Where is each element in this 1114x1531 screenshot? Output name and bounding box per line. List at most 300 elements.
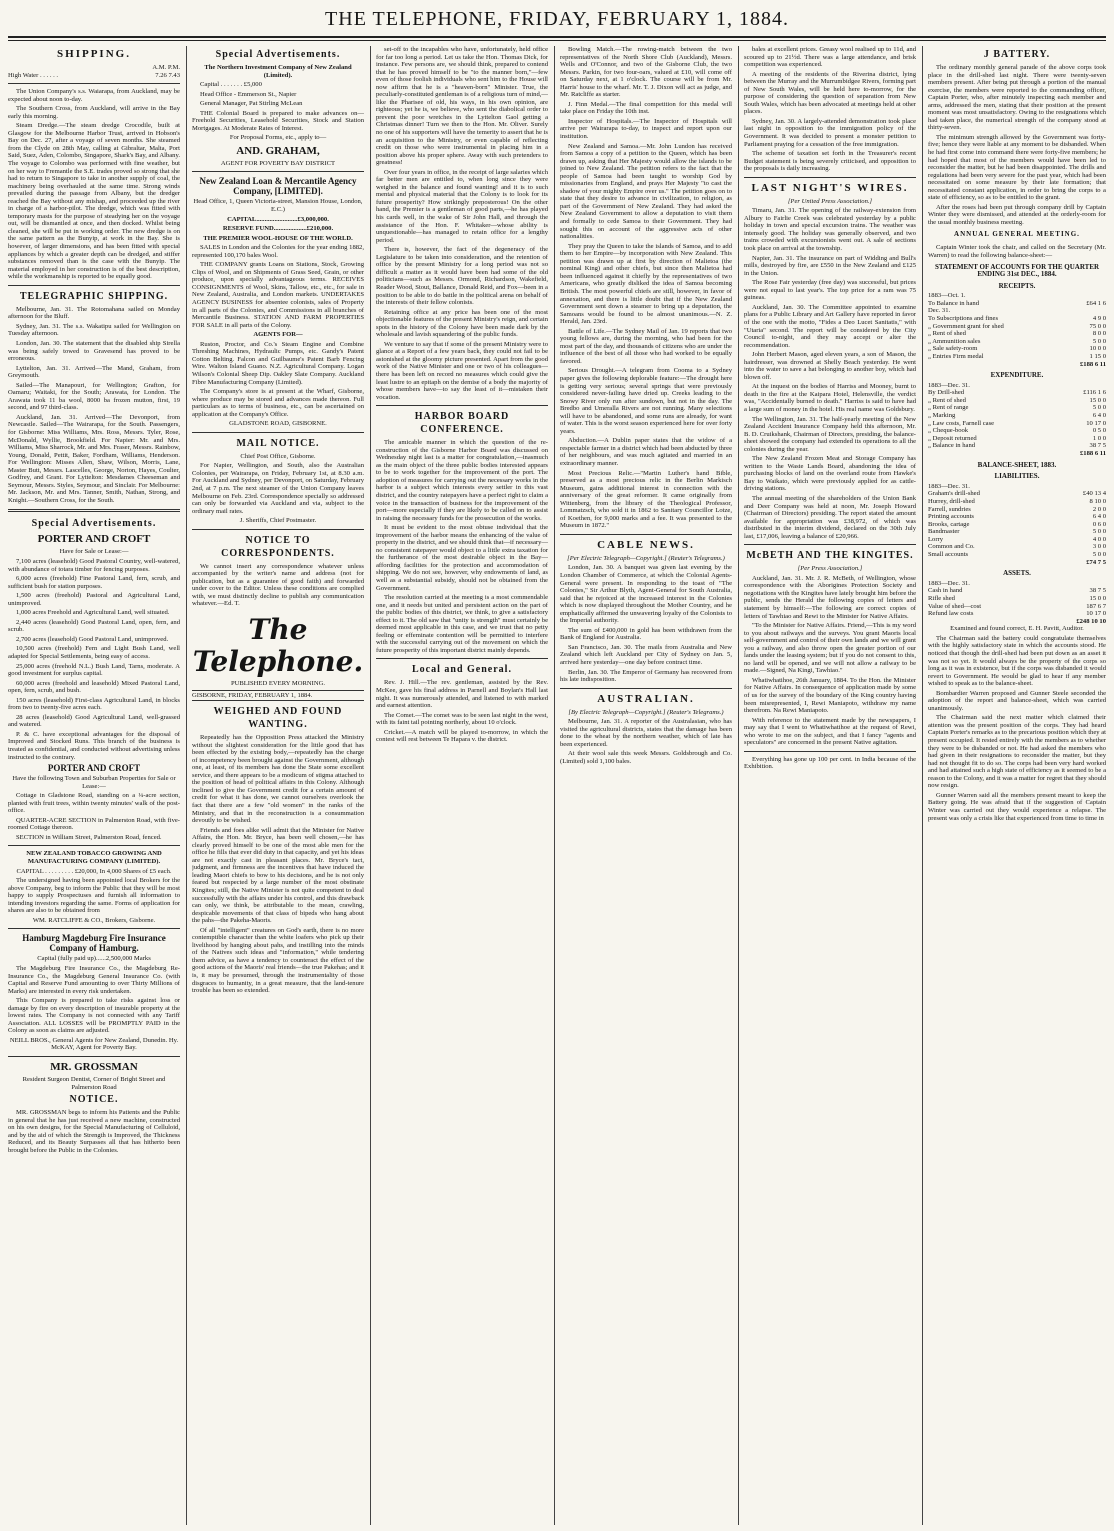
paragraph: 150 acres (leasehold) First-class Agricultural Land, in blocks from two to twenty-five acres each. xyxy=(8,696,180,712)
liabilities-total-table xyxy=(928,559,1106,567)
company-sign: GLADSTONE ROAD, GISBORNE. xyxy=(229,420,327,428)
wool-paragraph: SALES in London and the Colonies for the year ending 1882, represented 100,170 bales Wool. xyxy=(192,244,364,259)
paragraph: 1,500 acres (freehold) Pastoral and Agricultural Land, unimproved. xyxy=(8,592,180,607)
row-amount: 187 6 7 xyxy=(1086,602,1106,610)
row-label: Hurrey, drill-shed xyxy=(928,497,975,505)
paragraph: Retaining office at any price has been one of the most objectionable features of the present Ministry's reign, and certain spots in the history of the Colony have been made dark by the wholesale and lavish squandering of the public funds. xyxy=(376,308,548,339)
table-row xyxy=(928,427,1106,435)
row-amount: 10 0 0 xyxy=(1089,345,1106,353)
paragraph: 7,100 acres (leasehold) Good Pastoral Country, well-watered, with abundance of totara timber for fencing purposes. xyxy=(8,557,180,573)
assets-table xyxy=(928,580,1106,618)
divider xyxy=(8,509,180,512)
paragraph: Sailed—The Manapouri, for Wellington; Grafton, for Oamaru; Waitaki, for the South; Arawata, for London. The Arawata took 11 ba wool, 8000 ba frozen mutton, first, 19 second, and 97 third-class. xyxy=(8,381,180,412)
divider xyxy=(744,751,916,752)
cable-paragraphs xyxy=(560,564,732,683)
mcbeth-heading: McBETH AND THE KINGITES. xyxy=(746,550,914,562)
paragraph: Timaru, Jan. 31. The opening of the railway-extension from Albury to Fairlie Creek was celebrated yesterday by a public holiday in town and special excursion trains. The weather was intensely good. The holiday was generally observed, and two trains crowded with excursionists went out. A sale of sections took place on arrival at the township. xyxy=(744,207,916,253)
agents-heading: AGENTS FOR— xyxy=(253,331,303,339)
paragraph: 1,000 acres Freehold and Agricultural Land, well situated. xyxy=(16,609,170,617)
row-label: By Drill-shed xyxy=(928,389,965,397)
company-store: The Company's store is at present at the Wharf, Gisborne, where produce may be stored and advances made thereon. Full particulars as to terms of business, etc., can be ascertained on application at the Company's Office. xyxy=(192,388,364,418)
grossman-sub: Resident Surgeon Dentist, Corner of Bright Street and Palmerston Road xyxy=(22,1075,166,1091)
table-row xyxy=(928,543,1106,551)
row-amount: 4 0 0 xyxy=(1092,535,1106,543)
column-rule xyxy=(370,46,371,1525)
quarter-acre-listing: QUARTER-ACRE SECTION in Palmerston Road, with five-roomed Cottage thereon. xyxy=(8,816,180,832)
paragraph: The resolution carried at the meeting is a most commendable one, and it needs but united and persistent action on the part of the public bodies of this district, we think, to give a satisfactory effect to it. The old saw that "unity is strength" must certainly be deemed most applicable in this case, and we trust that no petty feeling or effeminate contention will be permitted to interfere with the successful carrying out of the movement on which the future prosperity of this important district mainly depends. xyxy=(376,594,548,654)
paragraph: There is, however, the fact of the degeneracy of the Legislature to be taken into consideration, and the retention of office by the present Ministry for a long period was not so difficult a matter as it would have been had some of the old politicians—such as Messrs. Ormond, Richardson, Wakefield, Reader Wood, Stout, Ballance, Donald Reid, and Fox—been in a position to be able to do battle in the political arena on behalf of the interests of their fellow colonists. xyxy=(376,246,548,307)
tobacco-capital: CAPITAL . . . . . . . . . £20,000, In 4,000 Shares of £5 each. xyxy=(16,867,172,875)
battery-paragraphs xyxy=(928,64,1106,226)
divider xyxy=(744,177,916,178)
tide-am-pm-labels xyxy=(152,64,180,72)
mail-heading: MAIL NOTICE. xyxy=(236,437,320,449)
telegraphic-paragraphs xyxy=(8,306,180,505)
hamburg-paragraph-2: This Company is prepared to take risks against loss or damage by fire on every description of insurable property at the lowest rates. The Company is not connected with any Tariff Association. ALL LOSSES will be PROMPTLY PAID in the Colony as soon as claims are adjusted. xyxy=(8,997,180,1035)
mail-sign: J. Sheriffs, Chief Postmaster. xyxy=(239,517,317,525)
cottage-listing: Cottage in Gladstone Road, standing on a ¼-acre section, planted with fruit trees, within twenty minutes' walk of the post-office. xyxy=(8,792,180,815)
paragraph: Steam Dredge.—The steam dredge Crocodile, built at Glasgow for the Melbourne Harbor Trust, arrived in Hobson's Bay on Dec. 27, after a voyage of seven months. She steamed from the Clyde on 28th May, calling at Gibraltar, Malta, Port Said, Suez, Aden, Colombo, Singapore, Shark's Bay, and Albany. The voyage to Colombo was performed with fine weather, but on her way to Fremantle the S.E. trades proved so strong that she had to return to Singapore to take in another supply of coal, the machinery being overhauled at the same time. Strong winds prevailed during the passage from Albany, but the dredger reached the Bay without any mishap, and proceeded up the river in charge of a harbor-pilot. The dredge, which was fitted with temporary masts for the purpose of steadying her on the voyage out, will be dismantled at once, and then docked. Whilst being cleaned, she will be put in working order. The new dredge is on the same pattern as the Bunyip, at work in the Bay. She is however, of larger dimensions, and has been fitted with special appliances by which a greater depth can be dredged, and stiffer substances removed than is the case with the Bunyip. The material employed in her construction is of the best description, while the workmanship is reported to be equally good. xyxy=(8,122,180,281)
tide-table-row xyxy=(8,72,180,80)
row-label: „ Rent of shed xyxy=(928,330,966,338)
table-row xyxy=(928,610,1106,618)
loan-office: Head Office, 1, Queen Victoria-street, Mansion House, London, E.C.) xyxy=(193,198,363,214)
row-amount: 5 0 0 xyxy=(1092,404,1106,412)
notice-heading: NOTICE. xyxy=(69,1094,119,1106)
row-label: „ Deposit returned xyxy=(928,434,977,442)
loan-reserve: RESERVE FUND....................£210,000. xyxy=(222,225,334,233)
paragraph: Inspector of Hospitals.—The Inspector of Hospitals will arrive per Wairarapa to-day, to inspect and report upon our institution. xyxy=(560,117,732,141)
row-amount: 6 4 0 xyxy=(1092,412,1106,420)
paragraph: John Herbert Mason, aged eleven years, a son of Mason, the hairdresser, was drowned at Shelly Beach yesterday. He went into the water to save a hat belonging to another boy, which had blown off. xyxy=(744,351,916,381)
table-row xyxy=(928,300,1106,308)
paragraph: Melbourne, Jan. 31. A reporter of the Australasian, who has visited the agricultural districts, states that the damage has been done to the wheat by the northern weather, which of late has been experienced. xyxy=(560,718,732,748)
row-amount: 8 10 0 xyxy=(1089,497,1106,505)
paragraph: 2,700 acres (leasehold) Good Pastoral Land, unimproved. xyxy=(16,635,169,643)
liabilities-heading: LIABILITIES. xyxy=(994,472,1040,481)
divider xyxy=(8,845,180,846)
total-row xyxy=(928,450,1106,458)
row-label: Cash in hand xyxy=(928,587,963,595)
trust-title: The Northern Investment Company of New Zealand (Limited). xyxy=(204,64,352,79)
tide-am: 7.26 xyxy=(155,71,167,79)
porter-sign: PORTER AND CROFT xyxy=(47,763,141,774)
row-label: Refund law costs xyxy=(928,610,974,618)
cable-heading: CABLE NEWS. xyxy=(597,538,695,551)
paragraph: set-off to the incapables who have, unfortunately, held office for far too long a period. Let us take the Hon. Thomas Dick, for instance. Few persons are, we should think, prepared to contend that he has proved himself to be "to the manner born,"—few even of those foolish individuals who sent him to the House will now affirm that he is a "heaven-born" Minister. True, the peculiarly-constituted gentleman is of a religious turn of mind,—like the Pharisee of old, his ways, in his own opinion, are righteous; yet he is, we believe, who sent the diabolical order to prevent the poor wretches in the Lyttelton Gaol getting a Christmas dinner! Turn we then to the Hon. Mr. Oliver. Surely no one of his supporters will have the temerity to assert that he is an acquisition to the Ministry, or even capable of reflecting credit on those who were instrumental in placing him in a position above his proper sphere. Away with such pretenders to greatness! xyxy=(376,46,548,167)
tide-times xyxy=(155,72,180,80)
receipts-total-table xyxy=(928,361,1106,369)
table-row xyxy=(928,595,1106,603)
divider xyxy=(560,534,732,535)
table-row xyxy=(928,404,1106,412)
divider xyxy=(192,529,364,530)
table-row xyxy=(928,551,1106,559)
row-label: Rifle shed xyxy=(928,595,955,602)
divider xyxy=(744,544,916,545)
paragraph: Capital . . . . . . . £5,000 xyxy=(200,81,262,89)
paragraph: Rev. J. Hill.—The rev. gentleman, assisted by the Rev. McKee, gave his final address in Parnell and Boylan's Hall last night. It was numerously attended, and listened to with marked and earnest attention. xyxy=(376,679,548,710)
paragraph: Auckland, Jan. 30. The Committee appointed to examine plans for a Public Library and Art Gallery have reported in favor of the one with the motto, "Fides a Deo Lucet Sanitatis," with "Utaria" second. The report will be considered by the City Council to-night, and they may accept or alter the recommendation. xyxy=(744,303,916,349)
row-label: Small accounts xyxy=(928,551,969,559)
paragraph: Abduction.—A Dublin paper states that the widow of a respectable farmer in a district which had been abducted by three of her neighbours, and was much agitated and married in an extraordinary manner. xyxy=(560,437,732,467)
paragraph: Sydney, Jan. 31. The s.s. Wakatipu sailed for Wellington on Tuesday afternoon. xyxy=(8,322,180,338)
tide-am-label: A.M. xyxy=(152,64,167,71)
paragraph: Sydney, Jan. 30. A largely-attended demonstration took place last night in opposition to the immigration policy of the Government. It was decided to present a monster petition to Parliament praying for a cessation of the free immigration. xyxy=(744,117,916,148)
paragraph: Auckland, Jan. 31. Mr. J. R. McBeth, of Wellington, whose correspondence with the Aborigines Protection Society and negotiations with the Kingites have lately brought him before the public, sends the Herald the following copies of letters and statement by himself:—The following are correct copies of letters of Tawhiao and Rewi to the Minister for Native Affairs. xyxy=(744,574,916,620)
row-amount: 10 17 0 xyxy=(1086,419,1106,427)
row-amount: 3 0 0 xyxy=(1092,543,1106,551)
row-label: „ Rent of shed xyxy=(928,396,966,404)
paragraph: London, Jan. 30. The statement that the disabled ship Sirella was being safely towed to Gravesend has proved to be erroneous. xyxy=(8,339,180,363)
table-row xyxy=(928,536,1106,544)
paragraph: Bombardier Warren proposed and Gunner Steele seconded the adoption of the report and balance-sheet, which was carried unanimously. xyxy=(928,689,1106,712)
published-line: PUBLISHED EVERY MORNING. xyxy=(230,679,326,687)
newspaper-nameplate: The Telephone. xyxy=(192,612,364,678)
table-row xyxy=(928,389,1106,397)
row-label: To Balance in hand xyxy=(928,299,979,307)
column-2 xyxy=(192,46,364,1525)
paragraph: At their wool sale this week Messrs. Goldsbrough and Co. (Limited) sold 1,100 bales. xyxy=(560,750,732,765)
row-label: Bandmaster xyxy=(928,528,960,536)
paragraph: The Wellington, Jan. 31. The half-yearly meeting of the New Zealand Accident Insurance Company held this afternoon, Mr. B. D. Cruikshank, Chairman of Directors, presiding, the balance-sheet showed the company had extended its operations to all the colonies during the year. xyxy=(744,415,916,453)
column-4 xyxy=(560,46,732,1525)
table-row xyxy=(928,528,1106,536)
row-amount: £40 13 4 xyxy=(1082,490,1106,498)
table-row xyxy=(928,513,1106,521)
row-amount xyxy=(1069,292,1106,300)
ratcliffe-sign: WM. RATCLIFFE & CO., Brokers, Gisborne. xyxy=(32,916,156,924)
section-listing: SECTION in William Street, Palmerston Road, fenced. xyxy=(16,833,162,841)
divider xyxy=(376,405,548,406)
paragraph: 10,500 acres (freehold) Fern and Light Bush Land, well adapted for Special Settlements, being easy of access. xyxy=(8,645,180,660)
graham-sub: AGENT FOR POVERTY BAY DISTRICT xyxy=(220,159,336,167)
table-row xyxy=(928,353,1106,361)
loan-capital: CAPITAL.........................£3,000,000. xyxy=(227,215,329,223)
paragraph: New Zealand and Samoa.—Mr. John Lundon has received from Samoa a copy of a petition to the Queen, which has been drawn up, asking that Her Majesty would allow the islands to be joined to New Zealand. The petition refers to the fact that the people of Samoa had been taught to worship God by missionaries from England, and prays Her Majesty "to cast the shadow of your mighty Empire over us." The petition goes on to state that they desire to advance in civilization, to religion, as part of the Government of New Zealand. They had asked the New Zealand Government to allow a deputation to visit them and formally to cede Samoa to their Government. They had sought this on account of the aggressive acts of other nationalities. xyxy=(560,142,732,241)
paragraph: The Rose Fair yesterday (free day) was successful, but prices were not equal to last year's. The top price for a ram was 75 guineas. xyxy=(744,279,916,302)
paragraph: Battle of Life.—The Sydney Mail of Jan. 19 reports that two young fellows are, during the morning, who had been for the most part of the day, and thousands of citizens who are under the influence of the best of all those who had worked to be equally favored. xyxy=(560,327,732,365)
row-amount: 15 0 0 xyxy=(1089,396,1106,404)
statement-heading: STATEMENT OF ACCOUNTS FOR THE QUARTER ENDING 31st DEC., 1884. xyxy=(934,262,1100,279)
paragraph: With reference to the statement made by the newspapers, I may say that I went to Whatiwhatihoe at the request of Rewi, who wrote to me on the subject, and that I fancy "agents and speculators" are concerned in the present Native agitation. xyxy=(744,716,916,747)
paragraph: Friends and foes alike will admit that the Minister for Native Affairs, the Hon. Mr. Bryce, has been well chosen,—he has clearly proved himself to be one of the most able men for the office he fills that ever did duty in that capacity, and yet his ideas are not exactly cast in pleasant places. Mr. Bryce's tact, judgment, and firmness are the incentives that have induced the leading Maori chiefs to bow to his decisions, and he is not only feared but respected by a large number of the most obstinate Kingites; still, the Native Minister is not quite competent to deal successfully with the affairs under his control, and this drawback can only, we think, be attributable to the mean, crawling, despicable movements of that class of bipeds who hang about the pahs—the Pakeha-Maoris. xyxy=(192,826,364,925)
table-row xyxy=(928,603,1106,611)
wires-sub: [Per United Press Association.] xyxy=(787,197,873,205)
paragraph: San Francisco, Jan. 30. The mails from Australia and New Zealand which left Auckland per City of Sydney on Jan. 5, arrived here yesterday—one day before contract time. xyxy=(560,643,732,667)
balance-heading: BALANCE-SHEET, 1883. xyxy=(977,460,1057,469)
meeting-paragraph: Captain Winter took the chair, and called on the Secretary (Mr. Warren) to read the following balance-sheet:— xyxy=(928,244,1106,260)
row-label: 1883—Dec. 31. xyxy=(928,482,970,490)
tide-pm-label: P.M. xyxy=(167,64,180,71)
table-row xyxy=(928,498,1106,506)
battery-closing-paragraphs xyxy=(928,635,1106,822)
row-amount: 15 0 0 xyxy=(1089,595,1106,602)
receipts-total: £188 6 11 xyxy=(1079,360,1106,368)
row-amount: 38 7 5 xyxy=(1089,442,1106,450)
table-row xyxy=(928,307,1106,315)
paragraph: Bowling Match.—The rowing-match between the two representatives of the North Shore Club (Auckland), Messrs. Wells and O'Connor, and two of the Gisborne Club, the two Messrs. Parkin, for two four-oars, valued at £10, will come off on Saturday next, at 1 o'clock. The course will be from Mr. Harris' house to the wharf. Mr. T. J. Dixon will act as judge, and Mr. Ratcliffe as starter. xyxy=(560,46,732,99)
local-heading: Local and General. xyxy=(412,664,512,676)
divider xyxy=(376,658,548,659)
paragraph: The amicable manner in which the question of the re-construction of the Gisborne Harbor Board was discussed on Wednesday night last is a matter for congratulation,—inasmuch as the main object of the three public bodies interested appears to be to work together for the improvement of the port. The adoption of measures for carrying out the necessary works in the harbor is a subject which interests every settler in this vast district, and the country ratepayers have a perfect right to claim a voice in the transaction of business for the improvement of the port—more especially if they are likely to be called on to assist in raising the necessary funds for the prosecution of the works. xyxy=(376,439,548,522)
paragraph: The sum of £400,000 in gold has been withdrawn from the Bank of England for Australia. xyxy=(560,626,732,642)
row-label: Brooks, cartage xyxy=(928,520,970,528)
paragraph: Lyttelton, Jan. 31. Arrived—The Mand, Graham, from Greymouth. xyxy=(8,364,180,380)
row-label: „ Balance in hand xyxy=(928,442,976,450)
neill-sign: NEILL BROS., General Agents for New Zealand, Dunedin. Hy. McKAY, Agent for Poverty Bay. xyxy=(9,1036,179,1052)
column-1 xyxy=(8,46,180,1525)
table-row xyxy=(928,345,1106,353)
correspondents-heading: NOTICE TO CORRESPONDENTS. xyxy=(221,534,335,559)
table-row xyxy=(928,330,1106,338)
porter-more: Have the following Town and Suburban Properties for Sale or Lease:— xyxy=(12,775,176,790)
row-amount: 38 7 5 xyxy=(1089,587,1106,595)
total-row xyxy=(928,361,1106,369)
table-row xyxy=(928,338,1106,346)
row-label: „ Law costs, Farnell case xyxy=(928,419,995,427)
column-6 xyxy=(928,46,1106,1525)
paragraph: Berlin, Jan. 30. The Emperor of Germany has recovered from his late indisposition. xyxy=(560,668,732,684)
paragraph: "To the Minister for Native Affairs. Friend,—This is my word to you about railways and the surveys. You grant Maoris local self-government and control of their own lands and we will grant you a railway, and also throw open the greater portion of our lands under the leasing system; but if you do not consent to this, no land will be opened, and we will not allow a railway to be made.—Signed, Na Kingi, Tawhiao." xyxy=(744,622,916,675)
mcbeth-paragraphs xyxy=(744,575,916,747)
paragraph: After the roses had been put through company drill by Captain Winter they were dismissed, and attended at the orderly-room for the usual monthly business meeting. xyxy=(928,203,1106,226)
mcbeth-sub: [Per Press Association.] xyxy=(797,565,863,573)
graham-name: AND. GRAHAM, xyxy=(236,144,320,157)
paragraph: 60,000 acres (freehold and leasehold) Mixed Pastoral Land, open, fern, scrub, and bush. xyxy=(8,679,180,695)
paragraph: The ordinary monthly general parade of the above corps took place in the drill-shed last night. There were twenty-seven members present. After being put through a portion of the manual exercise, the members were reported to the commanding officer, Captain Porter, who, after minutely inspecting each member and arms, addressed the men, stating that their position at the present moment was most unsatisfactory. Owing to the resignations which had taken place, the numerical strength of the company stood at thirty-seven. xyxy=(928,64,1106,132)
row-amount: £116 1 6 xyxy=(1083,389,1106,397)
row-amount xyxy=(1060,382,1106,390)
australian-heading: AUSTRALIAN. xyxy=(597,692,695,705)
masthead-rule xyxy=(8,36,1106,38)
row-label: „ Sale safety-room xyxy=(928,345,978,353)
special-ads-heading: Special Advertisements. xyxy=(31,518,157,530)
table-row xyxy=(928,382,1106,390)
divider xyxy=(560,688,732,689)
divider xyxy=(8,928,180,929)
row-amount xyxy=(1058,580,1106,588)
divider xyxy=(8,285,180,286)
row-amount: 10 17 0 xyxy=(1086,610,1106,618)
paragraph: 6,000 acres (freehold) Fine Pastoral Land, fern, scrub, and sufficient bush for station purposes. xyxy=(8,575,180,590)
footer-paragraph: Everything has gone up 100 per cent. in India because of the Exhibition. xyxy=(744,755,916,771)
row-amount: 75 0 0 xyxy=(1089,322,1106,330)
telegraphic-heading: TELEGRAPHIC SHIPPING. xyxy=(19,290,169,302)
correspondents-paragraph: We cannot insert any correspondence whatever unless accompanied by the writer's name and address (not for publication, but as a guarantee of good faith) and forwarded under cover to the Editor. Unless these conditions are complied with, we must distinctly decline to publish any communication whatever.—Ed. T. xyxy=(192,562,364,608)
receipts-heading: RECEIPTS. xyxy=(998,281,1036,290)
paragraph: bales at excellent prices. Greasy wool realised up to 11d, and scoured up to 21½d. There was a large attendance, and brisk competition was experienced. xyxy=(744,46,916,69)
paragraph: The Chairman said the next matter which claimed their attention was the present position of the corps. They had heard Captain Porter's remarks as to the precarious position which they at present occupied. It rested entirely with the members as to whether they were to be disbanded or not. He had asked the members who had given in their resignations to reconsider the matter, but they had not thought fit to do so. The corps had been very hard worked and had attained such a high state of efficiency as it seemed to be a reason to the Colony, and it was a matter for regret that they should now resign. xyxy=(928,714,1106,790)
issue-line xyxy=(192,690,364,702)
table-row xyxy=(928,483,1106,491)
table-row xyxy=(928,412,1106,420)
porter-note: P. & C. have exceptional advantages for the disposal of Improved and Stocked Runs. This branch of the business is treated as confidential, and conducted without advertising unless instructed to the contrary. xyxy=(8,730,180,761)
battery-heading: J BATTERY. xyxy=(983,49,1051,60)
row-label: 1883—Dec. 31. xyxy=(928,579,970,587)
row-label: „ Marking xyxy=(928,412,956,420)
row-amount xyxy=(1051,483,1106,491)
paragraph: Most Precious Relic.—"Martin Luther's hand Bible, preserved as a most precious relic in the Berlin Markisch Museum, gains additional interest in connection with the anniversary of the great reformer. It came originally from Wittenberg, from the library of the Theological Professor, Lommatzsch, who sold it in 1862 to Sanitary Councillor Lotze, of Koethen, for 9,000 marks and a fee. It was presented to the Museum in 1872." xyxy=(560,469,732,530)
editorial-heading: WEIGHED AND FOUND WANTING. xyxy=(213,706,343,731)
row-label: Printing accounts xyxy=(928,513,974,521)
row-amount: 6 4 0 xyxy=(1092,513,1106,521)
porter-sub: Have for Sale or Lease:— xyxy=(59,548,129,556)
assets-heading: ASSETS. xyxy=(1003,569,1031,578)
porter-croft-title: PORTER AND CROFT xyxy=(37,533,151,546)
row-label: „ Government grant for shed xyxy=(928,322,1004,330)
special-ads-heading-2: Special Advertisements. xyxy=(215,49,341,60)
tide-pm: 7.43 xyxy=(168,71,180,79)
table-row xyxy=(928,521,1106,529)
audit-line: Examined and found correct, E. H. Pavitt, Auditor. xyxy=(950,625,1084,633)
editorial-paragraphs xyxy=(192,734,364,995)
australian-continued xyxy=(744,46,916,173)
row-label: Graham's drill-shed xyxy=(928,490,980,498)
row-label: „ Rent of range xyxy=(928,404,969,412)
column-rule xyxy=(186,46,187,1525)
row-amount: 5 0 0 xyxy=(1092,528,1106,536)
cable-sub: [Per Electric Telegraph—Copyright.] (Reuter's Telegrams.) xyxy=(567,554,725,562)
assets-total-table xyxy=(928,618,1106,626)
issue-place: GISBORNE, FRIDAY, FEBRUARY 1, 1884. xyxy=(192,691,313,699)
nz-tobacco-title: NEW ZEALAND TOBACCO GROWING AND MANUFACTURING COMPANY (LIMITED). xyxy=(26,850,162,866)
row-amount: 1 0 0 xyxy=(1092,434,1106,442)
divider xyxy=(192,432,364,433)
assets-total: £248 10 10 xyxy=(1076,617,1106,625)
trust-paragraph: THE Colonial Board is prepared to make advances on— Freehold Securities, Leasehold Securities, Stock and Station Mortgages. At Moderate Rates of Interest. xyxy=(192,109,364,132)
loan-title: New Zealand Loan & Mercantile Agency Company, [LIMITED]. xyxy=(199,176,357,197)
expenditure-heading: EXPENDITURE. xyxy=(990,371,1044,380)
tobacco-paragraph: The undersigned having been appointed local Brokers for the above Company, beg to inform the Public that they will be most happy to supply Prospectuses and furnish all information to intending investors regarding the same. Forms of application for shares are also to be obtained from xyxy=(8,877,180,915)
row-amount: £64 1 6 xyxy=(1086,299,1106,307)
table-row xyxy=(928,506,1106,514)
paragraph: The Southern Cross, from Auckland, will arrive in the Bay early this morning. xyxy=(8,105,180,120)
mail-sub: Chief Post Office, Gisborne. xyxy=(240,452,316,460)
agents-paragraph: Ruston, Proctor, and Co.'s Steam Engine and Combine Threshing Machines, Hydraulic Pumps, etc. Gandy's Patent Cotton Belting. Falcon and Guilbaume's Patent Barb Fencing Wire. Walton Island Guano. N.Z. Agricultural Company. Logan Wilson's Colonial Sheep Dip. Oakley Slate Company. Auckland Fibre Manufacturing Company (Limited). xyxy=(192,340,364,386)
liabilities-table xyxy=(928,483,1106,559)
paragraph: Serious Drought.—A telegram from Cooma to a Sydney paper gives the following deplorable feature:—The drought here is getting very serious; several springs that were previously considered never-failing have dried up. Creeks leading to the Snowy River only run after sundown, but not in the day. The Bredbo and Umeralla Rivers are not running. Many selections will have to be abandoned, and some runs are already, for want of water. This is the worst season experienced here for over forty years. xyxy=(560,367,732,435)
paragraph: Repeatedly has the Opposition Press attacked the Ministry without the slightest consideration for the little good that has been effected by the existing body,—repeatedly has the charge of incompetency been brought against the Government, although one, at least, of its members has done the State some excellent service, and there appears to be a modicum of stigma attached to the position of head of political affairs in this Colony. Although inclined to give the Government credit for a certain amount of credit for what it has done, we cannot ourselves overlook the fact that there are a few "old women" in the ranks of the Ministry, and that in the reconstruction is a consummation devoutly to be wished. xyxy=(192,734,364,825)
total-row xyxy=(928,618,1106,626)
company-paragraph: THE COMPANY grants Loans on Stations, Stock, Growing Clips of Wool, and on Shipments of Grass Seed, Grain, or other produce, upon specially advantageous terms. RECEIVES CONSIGNMENTS of Wool, Skins, Tallow, etc., etc., for sale in New Zealand, Australia, and London markets. UNDERTAKES AGENCY BUSINESS for absentee colonists, sales of Property in all parts of the Colonies, and Commissions in all branches of Mercantile Business. STATION AND FARM PROPERTIES FOR SALE in all parts of the Colony. xyxy=(192,261,364,329)
paragraph: The minimum strength allowed by the Government was forty-five; hence they were liable at any moment to be disbanded. When he had first come into command there were forty-five members; he had hoped that most of the members would have been led to reconsider the matter, but he had been disappointed. The drills and regulations had been very severe for the past year, which had been necessitated on some measure by their late formation; that necessitated constant application, in order to bring the corps to a state of efficiency, so as to be entitled to the grant. xyxy=(928,133,1106,202)
liabilities-total: £74 7 5 xyxy=(1086,558,1106,566)
row-amount: 0 6 0 xyxy=(1092,520,1106,528)
table-row xyxy=(928,442,1106,450)
table-row xyxy=(928,587,1106,595)
paragraph: Napier, Jan. 31. The insurance on part of Widding and Bull's mills, destroyed by fire, are £550 in the New Zealand and £125 in the Union. xyxy=(744,254,916,277)
masthead: THE TELEPHONE, FRIDAY, FEBRUARY 1, 1884. xyxy=(325,8,789,30)
paragraph: It must be evident to the most obtuse individual that the improvement of the harbor means the enhancing of the value of property in the district, and we should think that—if necessary—no consistent ratepayer would object to a little extra taxation for the furtherance of the most desirable object in the Bay—affording facilities for the protection and accommodation of shipping. We do not see, however, why endowments of land, as well as a substantial subsidy, should not be obtained from the Government. xyxy=(376,524,548,592)
paragraph: Melbourne, Jan. 31. The Rotomahana sailed on Monday afternoon for the Bluff. xyxy=(8,305,180,321)
row-label: 1883—Dec. 31. xyxy=(928,381,970,389)
australian-paragraphs xyxy=(560,718,732,765)
trust-lines xyxy=(192,81,364,108)
column-rule xyxy=(554,46,555,1525)
porter-items xyxy=(8,558,180,729)
tide-label: High Water . . . . . . xyxy=(8,71,59,79)
table-row xyxy=(928,397,1106,405)
hamburg-title: Hamburg Magdeburg Fire Insurance Company of Hamburg. xyxy=(22,933,166,954)
expenditure-table xyxy=(928,382,1106,450)
hamburg-capital: Capital (fully paid up)......2,500,000 Marks xyxy=(37,955,151,963)
local-paragraphs xyxy=(376,679,548,743)
paragraph: 2,440 acres (leasehold) Good Pastoral Land, open, fern, and scrub. xyxy=(8,618,180,634)
paragraph: Gunner Warren said all the members present meant to keep the Battery going. He was afraid that if the suggestion of Captain Winter was carried out they would experience a relapse. The present was only a crisis like that experienced from time to time in xyxy=(928,791,1106,822)
paragraph: The scheme of taxation set forth in the Treasurer's recent Budget statement is being severely criticised, and opposition to the proposals is daily increasing. xyxy=(744,150,916,173)
row-label: To Subscriptions and fines xyxy=(928,315,999,322)
row-amount: 2 0 0 xyxy=(1092,505,1106,513)
column-rule xyxy=(738,46,739,1525)
tide-table-header xyxy=(8,64,180,72)
row-amount: 5 0 0 xyxy=(1092,551,1106,559)
table-row xyxy=(928,580,1106,588)
notice-text: MR. GROSSMAN begs to inform his Patients and the Public in general that he has just received a new machine, constructed on his own designs, for the Special Manufacturing of Celluloid, and by the aid of which the Strength is Improved, the Thickness Reduced, and its Beauty Surpasses all that has hitherto been brought before the Public in the Colonies. xyxy=(8,1109,180,1154)
paragraph: The annual meeting of the shareholders of the Union Bank and Deer Company was held at noon, Mr. Joseph Howard (Chairman of Directors) presiding. The report stated the amount available for appropriation was £38,972, of which was distributed in the interim dividend, declared on the 30th July last, £17,006, leaving a balance of £20,966. xyxy=(744,494,916,540)
paragraph: Auckland, Jan. 31. Arrived—The Devonport, from Newcastle. Sailed—The Wairarapa, for the South. Passengers, for Gisborne: Miss Williams, Mrs. Ross, Messrs. Tyler, Rose, McDonald, Wyllie, Brookfield. For Napier: Mr. and Mrs. Williams, Miss Sharrock, Mr. and Mrs. Fraser, Messrs. Rainbow, Young, Donald, Pettit, Baker, Fordham, Williams, Henderson. For Wellington: Misses Allen, Shaw, Wilson, Morris, Lane, Master Butt, Messrs. Lascelles, George, Norton, Hayes, Coulter, Godfrey, and Grant. For Lyttelton: Mesdames Cheeseman and Seymour, Messrs. Styles, Seymour, and Sinclair. For Melbourne: Mr. Jackson, Mr. and Mrs. Tanner, Smith, Nathan, Strong, and Knight.—Southern Cross, for the South. xyxy=(8,413,180,504)
row-amount: 5 0 0 xyxy=(1092,337,1106,345)
table-row xyxy=(928,420,1106,428)
paragraph: Whatiwhatihoe, 26th January, 1884. To the Hon. the Minister for Native Affairs. In consequence of application made by some of us for the survey of the boundary of the King country having been misrepresented, I, Rewi Maniapoto, withdraw my name therefrom. Na Rewi Maniapoto. xyxy=(744,676,916,715)
paragraph: A meeting of the residents of the Riverina district, lying between the Murray and the Murrumbidgee Rivers, forming part of New South Wales, will be held here to-morrow, for the purpose of considering the question of separation from New South Wales, which has been advocated at meetings held at other places. xyxy=(744,70,916,116)
table-row xyxy=(928,490,1106,498)
wool-title: THE PREMIER WOOL-HOUSE OF THE WORLD. xyxy=(203,234,353,242)
grossman-title: MR. GROSSMAN xyxy=(50,1060,138,1073)
paragraph: 28 acres (leasehold) Good Agricultural Land, well-grassed and watered. xyxy=(8,713,180,729)
row-label: 1883—Oct. 1. xyxy=(928,292,966,300)
masthead-rule-thin xyxy=(8,40,1106,41)
paragraph: The Union Company's s.s. Waiarapa, from Auckland, may be expected about noon to-day. xyxy=(8,88,180,103)
paragraph: General Manager, Pat Stirling McLean xyxy=(200,100,303,108)
row-amount: 8 0 0 xyxy=(1092,330,1106,338)
row-label: „ Entries Firm medal xyxy=(928,352,984,360)
table-row xyxy=(928,292,1106,300)
divider xyxy=(192,171,364,172)
paragraph: Of all "intelligent" creatures on God's earth, there is no more contemptible character than the white loafers who pick up their livelihood by hanging about pahs, and instilling into the minds of the Natives such ideas and "information," while tendering them advice, as have a tendency to counteract the effect of the good actions of the Maoris' real friends—the true Pakehas; and it is, it may be presumed, through the instrumentality of those disgraces to humanity, in a great measure, that the land-tenure trouble has been so extended. xyxy=(192,926,364,995)
row-label: Common and Co. xyxy=(928,543,975,551)
shipping-heading: SHIPPING. xyxy=(57,48,131,60)
australian-sub: [By Electric Telegraph—Copyright.] (Reuter's Telegrams.) xyxy=(568,708,724,716)
row-label: Lorry xyxy=(928,535,944,543)
receipts-table xyxy=(928,292,1106,360)
paragraph: The Comet.—The comet was to be seen last night in the west, with its faint tail pointing northerly, about 10 o'clock. xyxy=(376,711,548,727)
shipping-paragraphs xyxy=(8,88,180,281)
editorial-continued xyxy=(376,46,548,401)
paragraph: They pray the Queen to take the islands of Samoa, and to add them to her Empire—by incorporation with New Zealand. This petition was drawn up at first by direction of Malietoa (the nominal King) and other chiefs, but since then Malietoa had been influenced against it chiefly by the representatives of two Americans, who greatly disliked the idea of Samoa becoming British. The most powerful chiefs are still, however, in favor of annexation, and there is little doubt that if the New Zealand Government sent down a steamer to bring up a deputation, the Samoans would be found to be almost unanimous.—N. Z. Herald, Jan. 23rd. xyxy=(560,242,732,326)
paragraph: Head Office - Emmerson St., Napier xyxy=(200,90,297,98)
paragraph: At the inquest on the bodies of Harriss and Mooney, burnt to death in the fire at the Kaipara Hotel, Helensville, the verdict was, "Accidentally burned to death." Harriss is said to have had a large sum of money in the hotel. His real name was Goldsbury. xyxy=(744,383,916,413)
divider xyxy=(8,1056,180,1057)
divider xyxy=(8,83,180,84)
column-3 xyxy=(376,46,548,1525)
row-amount xyxy=(1069,307,1106,315)
paragraph: J. Finn Medal.—The final competition for this medal will take place on Friday the 10th inst. xyxy=(560,100,732,116)
table-row xyxy=(928,323,1106,331)
paragraph: The Chairman said the battery could congratulate themselves with the highly satisfactory state in which the accounts stood. He noticed that though the drill-shed had been put down as an asset it was not so yet. It would always be the property of the corps so long as it was in existence, but if the corps was disbanded it would revert to Government. He would be glad to hear if any member wished to speak as to the balance-sheet. xyxy=(928,634,1106,688)
total-row xyxy=(928,559,1106,567)
wires-heading: LAST NIGHT'S WIRES. xyxy=(751,181,909,194)
row-label: Farrell, sundries xyxy=(928,505,971,513)
paragraph: 25,000 acres (freehold N.L.) Bush Land, Tarns, moderate. A good investment for surplus capital. xyxy=(8,662,180,678)
row-amount: 4 9 0 xyxy=(1092,315,1106,322)
paragraph: Cricket.—A match will be played to-morrow, in which the contest will rest between Te Hapara v. the district. xyxy=(376,728,548,744)
paragraph: We venture to say that if some of the present Ministry were to glance at a Report of a few years back, they could not fail to be astonished at the gloomy picture presented. Apart from the good work of the Native Minister and one or two of his colleagues—there has been left on record no measures which could give the least lustre to an epitaph on the demise of a body the majority of whose members have—to say the least of it—mistaken their vocation. xyxy=(376,340,548,401)
expenditure-total-table xyxy=(928,450,1106,458)
hamburg-paragraph: The Magdeburg Fire Insurance Co., the Magdeburg Re-Insurance Co., the Magdeburg General Insurance Co. (with Capital and Reserve Fund amounting to over Thirty Millions of Marks) are interested in every risk undertaken. xyxy=(8,964,180,995)
row-amount: 0 5 0 xyxy=(1092,427,1106,435)
harbor-paragraphs xyxy=(376,439,548,654)
